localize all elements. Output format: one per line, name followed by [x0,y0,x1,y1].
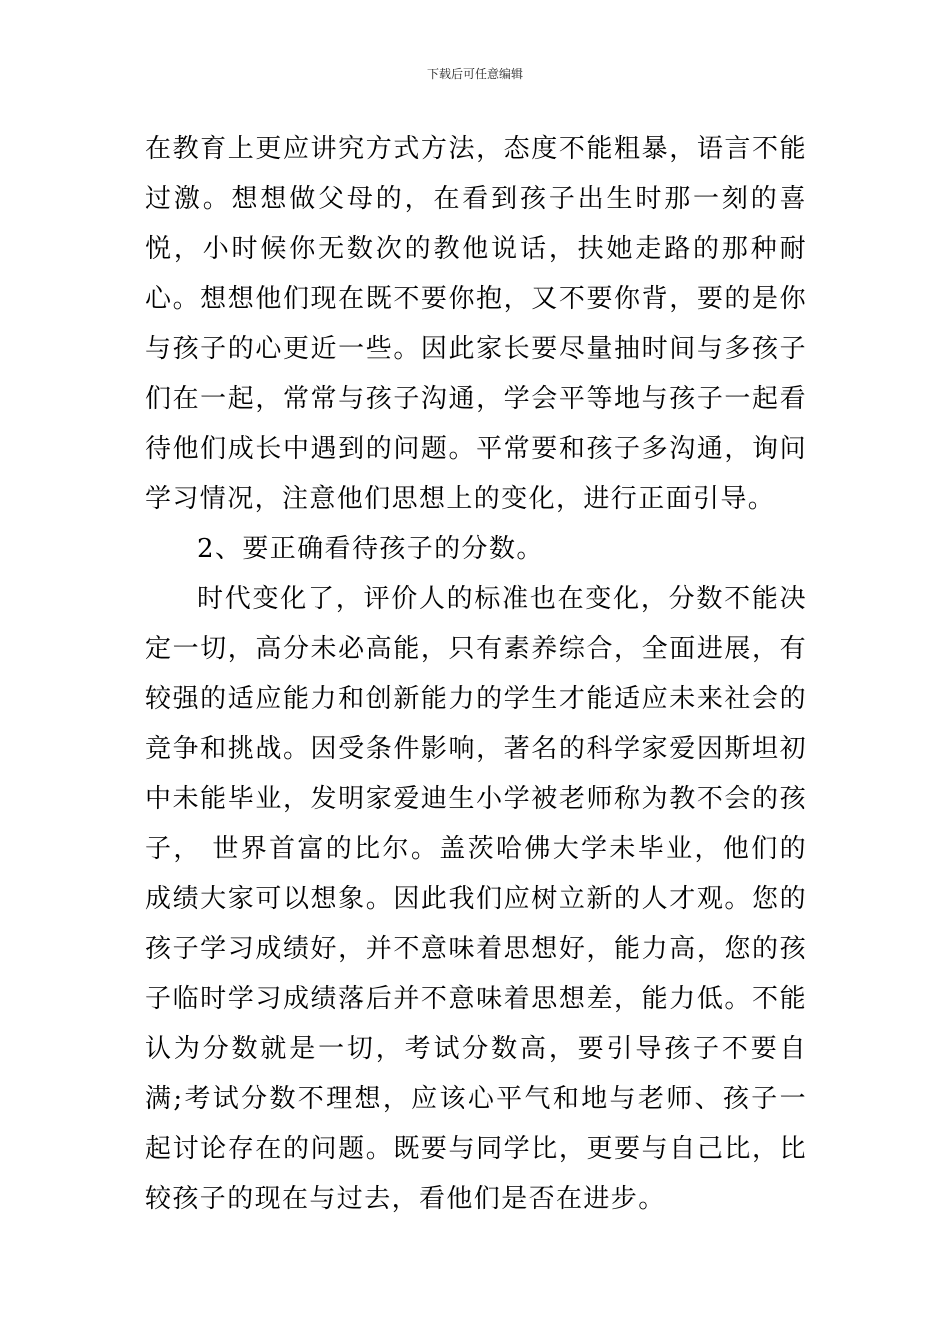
document-body [145,124,807,1224]
section-heading-scores: 2、要正确看待孩子的分数。 [197,534,544,564]
page-header-note: 下载后可任意编辑 [426,67,523,81]
paragraph-parenting-approach: 在教育上更应讲究方式方法，态度不能粗暴，语言不能过激。想想做父母的，在看到孩子出生时那一刻的喜悦，小时候你无数次的教他说话，扶她走路的那种耐心。想想他们现在既不要你抱，又不要你背，要的是你与孩子的心更近一些。因此家长要尽量抽时间与多孩子们在一起，常常与孩子沟通，学会平等地与孩子一起看待他们成长中遇到的问题。平常要和孩子多沟通，询问学习情况，注意他们思想上的变化，进行正面引导。 [145,134,807,514]
paragraph-view-on-scores: 时代变化了，评价人的标准也在变化，分数不能决定一切，高分未必高能，只有素养综合，全面进展，有较强的适应能力和创新能力的学生才能适应未来社会的竞争和挑战。因受条件影响，著名的科学家爱因斯坦初中未能毕业，发明家爱迪生小学被老师称为教不会的孩子， 世界首富的比尔。盖茨哈佛大学未毕业，他们的成绩大家可以想象。因此我们应树立新的人才观。您的孩子学习成绩好，并不意味着思想好，能力高，您的孩子临时学习成绩落后并不意味着思想差，能力低。不能认为分数就是一切，考试分数高，要引导孩子不要自满;考试分数不理想，应该心平气和地与老师、孩子一起讨论存在的问题。既要与同学比，更要与自己比，比较孩子的现在与过去，看他们是否在进步。 [145,584,807,1214]
